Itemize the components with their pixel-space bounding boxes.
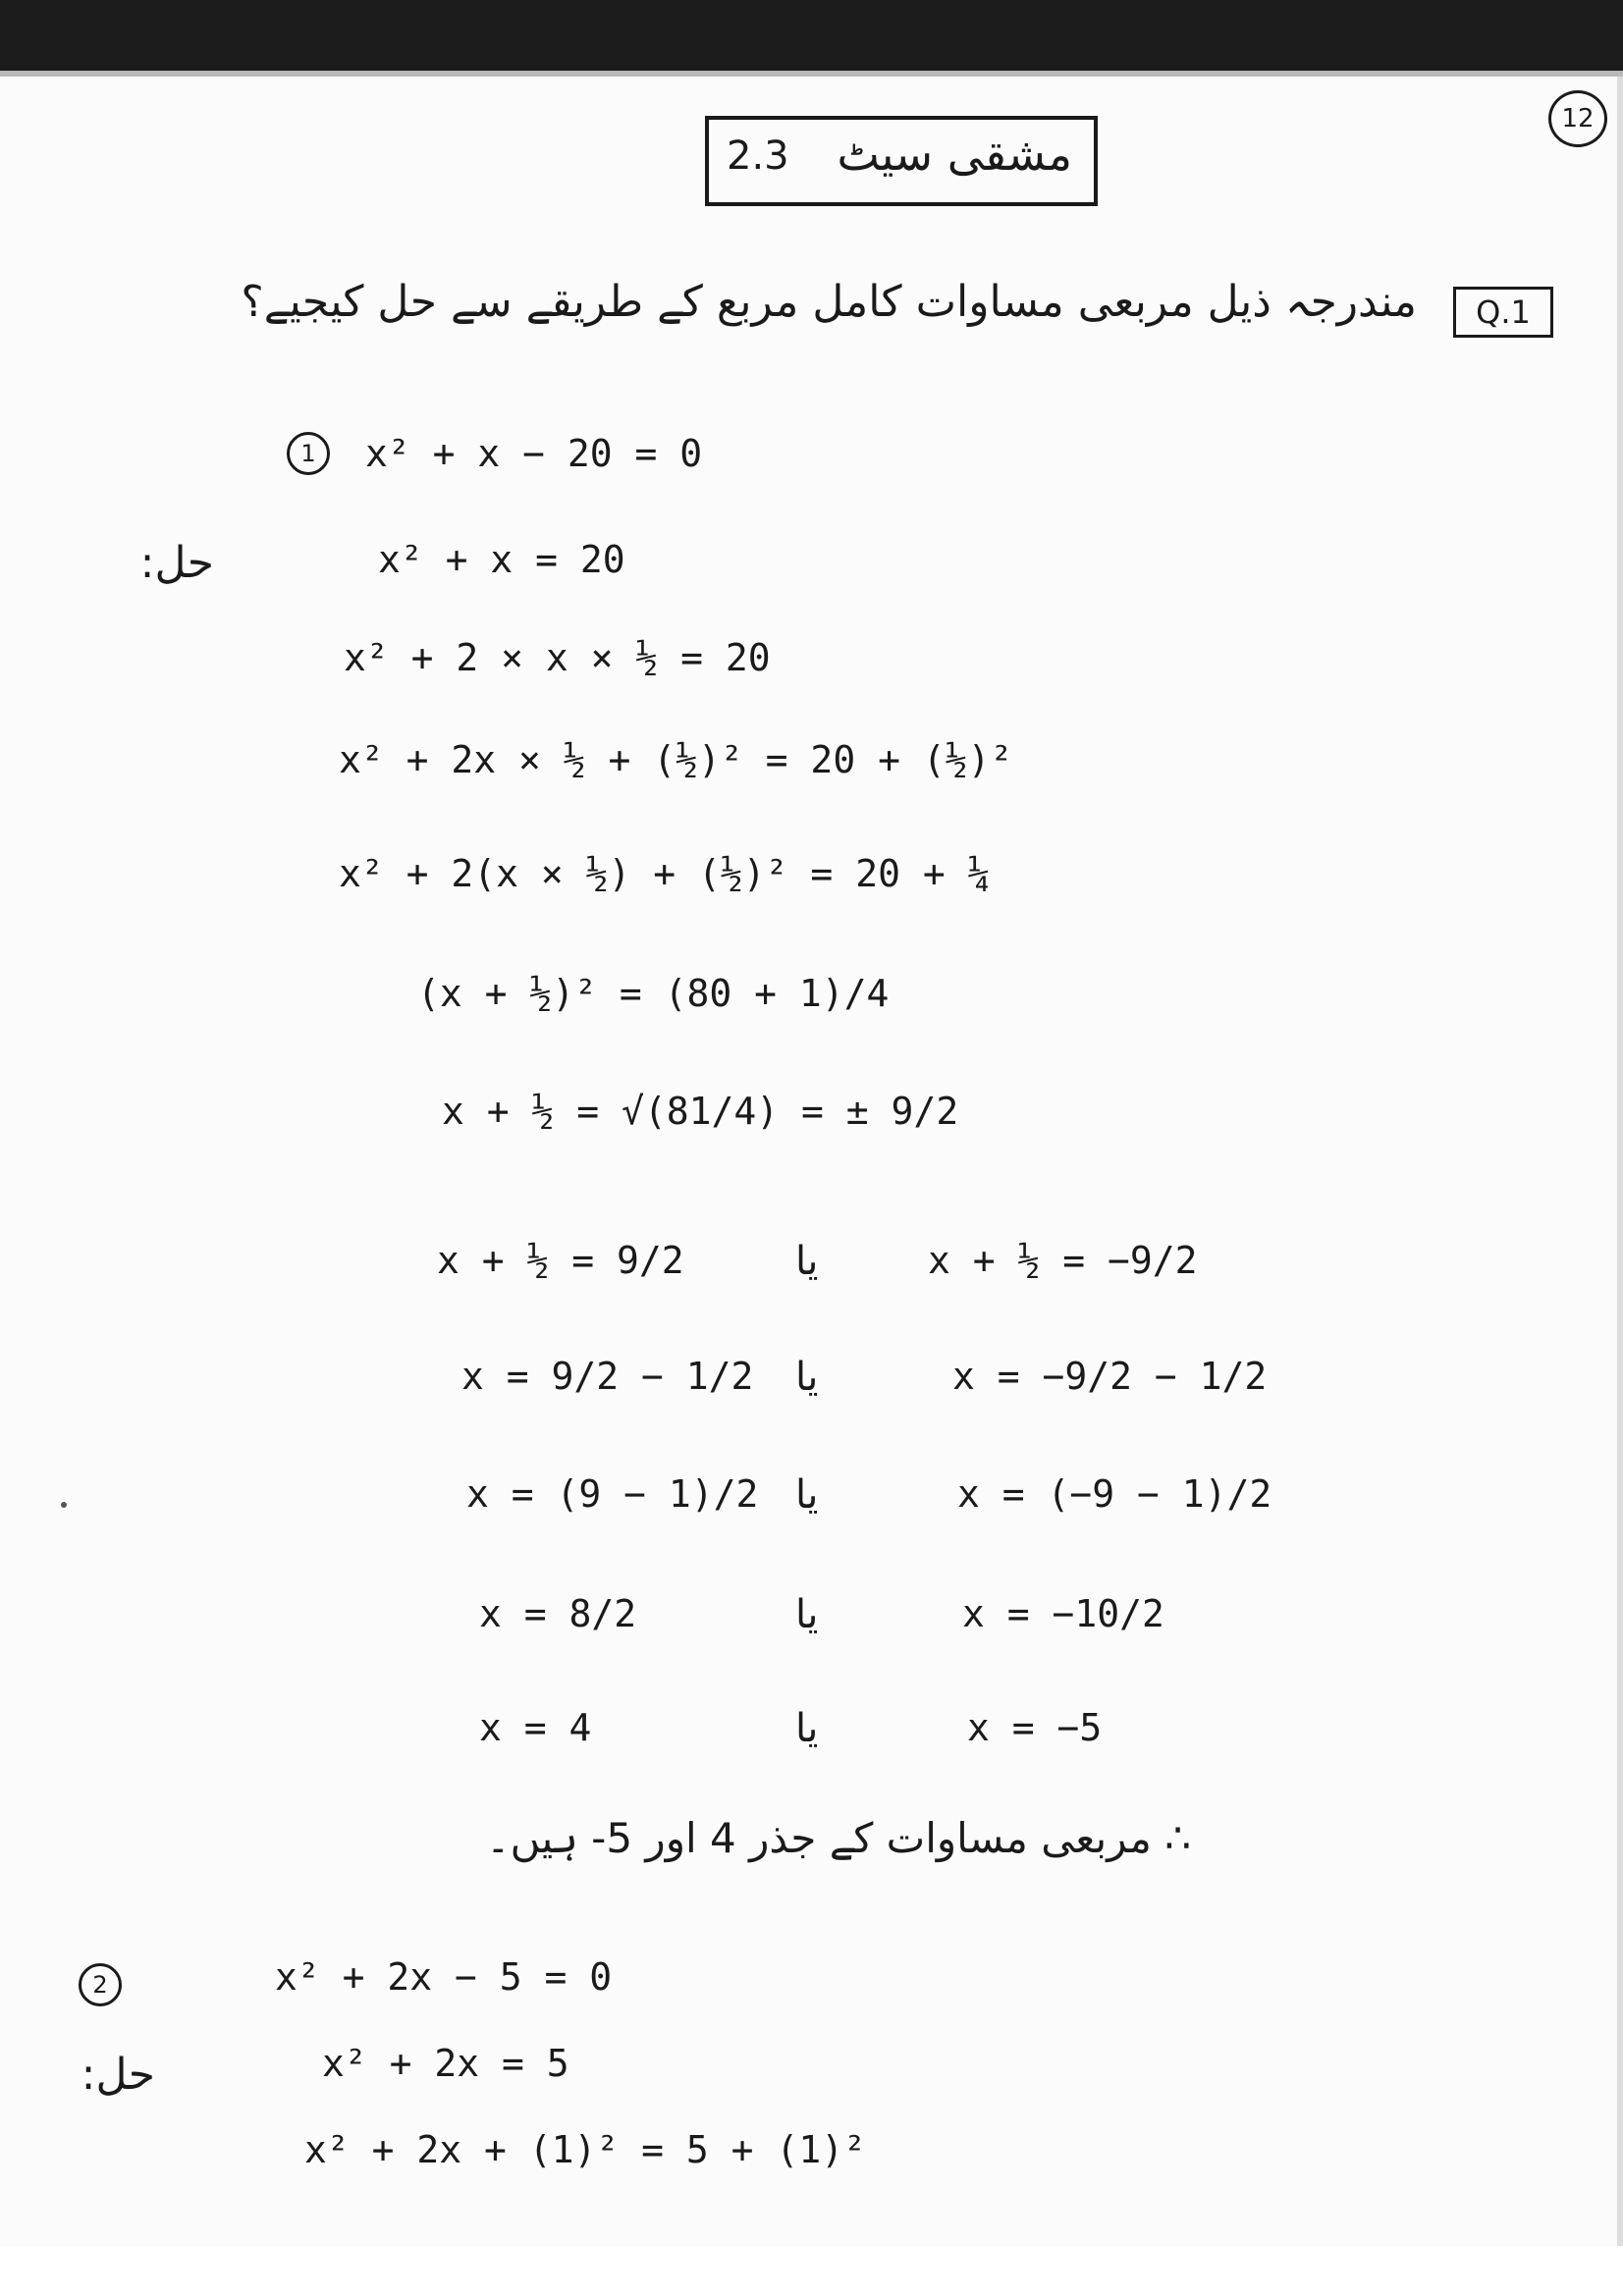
problem-1-number: 1: [287, 432, 330, 475]
p1-step-4: x² + 2(x × ½) + (½)² = 20 + ¼: [339, 852, 991, 895]
notebook-page: [0, 77, 1623, 2246]
p2-step-2: x² + 2x + (1)² = 5 + (1)²: [304, 2128, 866, 2171]
p1-right-step-1: x + ½ = −9/2: [928, 1239, 1198, 1282]
problem-2-number: 2: [79, 1963, 122, 2006]
p1-left-step-1: x + ½ = 9/2: [437, 1239, 684, 1282]
p1-step-5: (x + ½)² = (80 + 1)/4: [417, 972, 890, 1015]
p1-right-step-3: x = (−9 − 1)/2: [957, 1472, 1272, 1516]
p1-step-3: x² + 2x × ½ + (½)² = 20 + (½)²: [339, 738, 1013, 781]
p1-step-2: x² + 2 × x × ½ = 20: [344, 636, 771, 679]
stray-pen-mark: [61, 1502, 67, 1508]
or-word-5: یا: [795, 1706, 819, 1751]
problem-1-solution-label: حل:: [139, 538, 214, 588]
exercise-title: مشقی سیٹ: [837, 128, 1072, 181]
question-label: Q.1: [1453, 287, 1553, 338]
or-word-2: یا: [795, 1355, 819, 1400]
p1-left-step-5: x = 4: [479, 1706, 592, 1749]
problem-1-equation: x² + x − 20 = 0: [365, 432, 703, 475]
exercise-title-box: [705, 116, 1098, 206]
p1-step-6: x + ½ = √(81/4) = ± 9/2: [442, 1090, 959, 1133]
p1-right-step-5: x = −5: [967, 1706, 1103, 1749]
p1-right-step-4: x = −10/2: [962, 1592, 1164, 1635]
or-word-3: یا: [795, 1472, 819, 1518]
p1-left-step-2: x = 9/2 − 1/2: [461, 1355, 754, 1398]
or-word-4: یا: [795, 1592, 819, 1637]
or-word-1: یا: [795, 1239, 819, 1284]
p1-left-step-4: x = 8/2: [479, 1592, 637, 1635]
problem-2-solution-label: حل:: [81, 2050, 155, 2100]
exercise-number: 2.3: [727, 133, 789, 179]
question-text: مندرجہ ذیل مربعی مساوات کامل مربع کے طریقے سے حل کیجیے؟: [241, 277, 1417, 327]
scan-bottom-margin: [0, 2246, 1623, 2296]
p1-step-1: x² + x = 20: [378, 538, 625, 581]
p1-right-step-2: x = −9/2 − 1/2: [952, 1355, 1268, 1398]
problem-1-conclusion: ∴ مربعی مساوات کے جذر 4 اور 5- ہیں۔: [485, 1814, 1191, 1862]
problem-2-equation: x² + 2x − 5 = 0: [275, 1955, 613, 1999]
p1-left-step-3: x = (9 − 1)/2: [466, 1472, 759, 1516]
page-number: 12: [1548, 90, 1607, 147]
scan-top-border: [0, 0, 1623, 71]
p2-step-1: x² + 2x = 5: [322, 2042, 569, 2085]
